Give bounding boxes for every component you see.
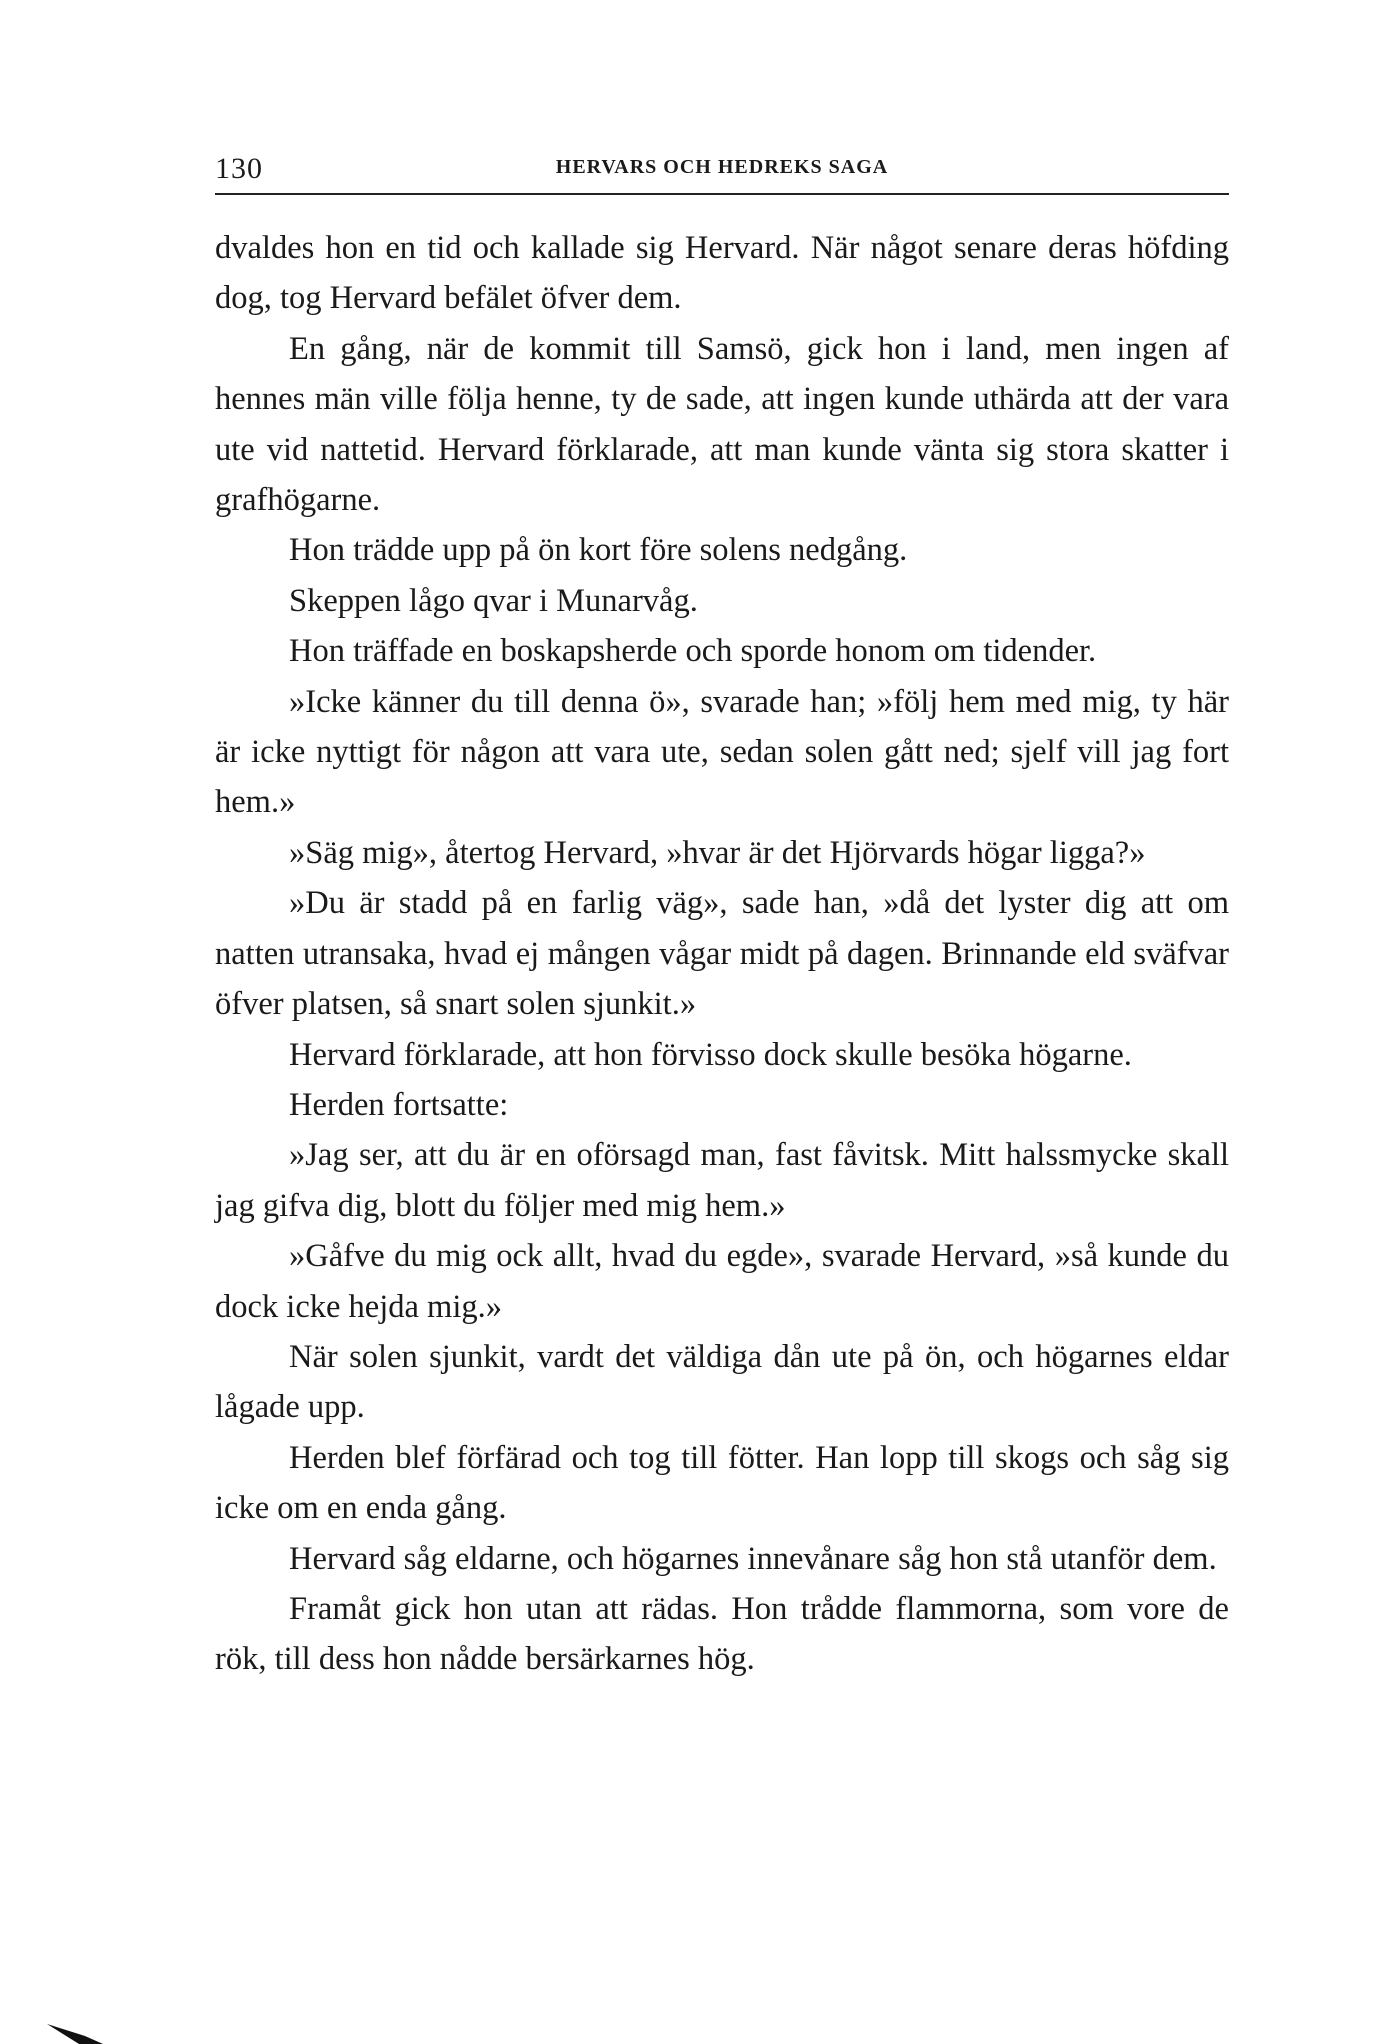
paragraph: Hon träffade en boskapsherde och sporde honom om tidender. bbox=[289, 633, 1097, 670]
paragraph: »Gåfve du mig ock allt, hvad du egde», svarade Hervard, »så kunde du dock icke hejda mig.» bbox=[215, 1238, 1229, 1325]
running-head bbox=[215, 148, 1229, 188]
scan-mark-icon bbox=[45, 2022, 105, 2044]
paragraph: »Icke känner du till denna ö», svarade han; »följ hem med mig, ty här är icke nyttigt för någon att vara ute, sedan solen gått ned; sjelf vill jag fort hem.» bbox=[215, 683, 1229, 821]
paragraph: dvaldes hon en tid och kallade sig Hervard. När något senare deras höfding dog, tog Hervard befälet öfver dem. bbox=[215, 230, 1229, 317]
paragraph: Framåt gick hon utan att rädas. Hon trådde flammorna, som vore de rök, till dess hon nådde bersärkarnes hög. bbox=[215, 1590, 1229, 1678]
paragraph: Hervard förklarade, att hon förvisso dock skulle besöka högarne. bbox=[289, 1036, 1132, 1073]
paragraph: »Jag ser, att du är en oförsagd man, fast fåvitsk. Mitt halssmycke skall jag gifva dig, blott du följer med mig hem.» bbox=[215, 1137, 1229, 1224]
paragraph: En gång, när de kommit till Samsö, gick hon i land, men ingen af hennes män ville följa henne, ty de sade, att ingen kunde uthärda att der vara ute vid nattetid. Hervard förklarade, att man kunde vänta sig stora skatter i grafhögarne. bbox=[215, 330, 1229, 519]
header-rule bbox=[215, 193, 1229, 195]
body-text bbox=[215, 223, 1229, 1685]
paragraph: Hon trädde upp på ön kort före solens nedgång. bbox=[289, 532, 908, 569]
paragraph: Herden blef förfärad och tog till fötter. Han lopp till skogs och såg sig icke om en enda gång. bbox=[215, 1439, 1229, 1527]
running-title: HERVARS OCH HEDREKS SAGA bbox=[555, 156, 889, 178]
paragraph: Herden fortsatte: bbox=[289, 1086, 509, 1123]
paragraph: Skeppen lågo qvar i Munarvåg. bbox=[289, 582, 698, 619]
paragraph: »Säg mig», återtog Hervard, »hvar är det Hjörvards högar ligga?» bbox=[289, 834, 1146, 871]
page-number: 130 bbox=[215, 152, 263, 185]
paragraph: Hervard såg eldarne, och högarnes innevånare såg hon stå utanför dem. bbox=[289, 1540, 1217, 1577]
paragraph: När solen sjunkit, vardt det väldiga dån ute på ön, och högarnes eldar lågade upp. bbox=[215, 1338, 1229, 1426]
paragraph: »Du är stadd på en farlig väg», sade han, »då det lyster dig att om natten utransaka, hvad ej mången vågar midt på dagen. Brinnande eld sväfvar öfver platsen, så snart solen sjunkit.» bbox=[215, 885, 1229, 1023]
